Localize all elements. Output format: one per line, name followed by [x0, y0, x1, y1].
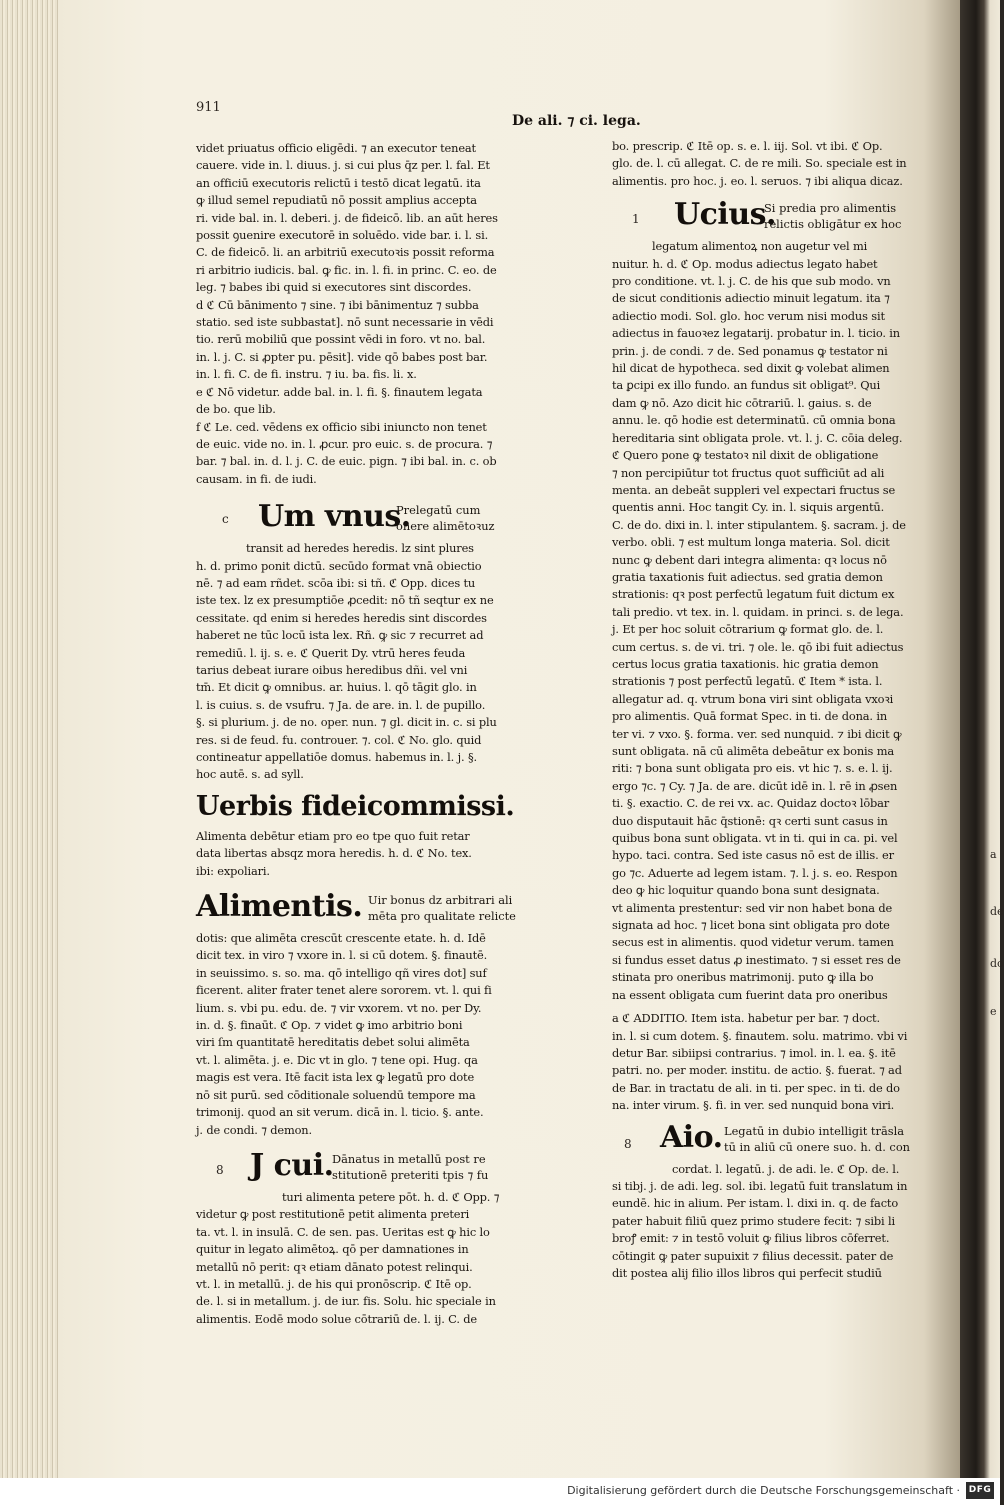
- text-line: gratia taxationis fuit adiectus. sed gratia demon: [612, 569, 883, 584]
- text-line: haberet ne tūc locū ista lex. Rñ. ꝙ sic ⁊ recurret ad: [196, 628, 484, 643]
- text-line: vt. l. alimēta. j. e. Dic vt in glo. ⁊ tene opi. Hug. qa: [196, 1052, 478, 1067]
- right-column: [612, 138, 934, 1282]
- text-line: strationis: qꝛ post perfectū legatum fuit dictum ex: [612, 587, 895, 602]
- text-block: [196, 140, 526, 488]
- text-line: annu. le. qō hodie est determinatū. cū omnia bona: [612, 413, 896, 428]
- text-line: Dānatus in metallū post re: [332, 1151, 486, 1166]
- text-line: bar. ⁊ bal. in. d. l. j. C. de euic. pign. ⁊ ibi bal. in. c. ob: [196, 454, 497, 469]
- text-line: patri. no. per moder. institu. de actio. §. fuerat. ⁊ ad: [612, 1063, 902, 1078]
- text-line: remediū. l. ij. s. e. ℭ Querit Dy. vtrū heres feuda: [196, 645, 466, 660]
- text-line: alimentis. pro hoc. j. eo. l. seruos. ⁊ ibi aliqua dicaz.: [612, 173, 903, 188]
- lemma-heading: [612, 1121, 934, 1161]
- text-line: Prelegatū cum: [396, 503, 481, 518]
- text-line: a ℭ ADDITIO. Item ista. habetur per bar. ⁊ doct.: [612, 1011, 880, 1026]
- text-line: nō sit purū. sed cōditionale soluendū tempore ma: [196, 1087, 476, 1102]
- text-line: onere alimētoꝛuz: [396, 519, 495, 534]
- text-line: causam. in fi. de iudi.: [196, 471, 317, 486]
- text-line: ti. §. exactio. C. de rei vx. ac. Quidaz doctoꝛ lōbar: [612, 796, 890, 811]
- text-line: f ℭ Le. ced. vēdens ex officio sibi iniuncto non tenet: [196, 419, 487, 434]
- text-line: magis est vera. Itē facit ista lex ꝙ legatū pro dote: [196, 1070, 475, 1085]
- section-marker: 8: [624, 1136, 632, 1151]
- lemma-heading: [196, 500, 526, 540]
- text-block: [612, 256, 934, 1004]
- section-marker: 8: [216, 1162, 224, 1177]
- text-line: ri arbitrio iudicis. bal. ꝙ fic. in. l. fi. in princ. C. eo. de: [196, 262, 497, 277]
- text-block: [612, 1161, 934, 1178]
- text-line: si tibj. j. de adi. leg. sol. ibi. legatū fuit translatum in: [612, 1178, 908, 1193]
- text-line: signata ad hoc. ⁊ licet bona sint obligata pro dote: [612, 918, 890, 933]
- lemma-gloss: [332, 1151, 488, 1183]
- text-line: cessitate. qd enim si heredes heredis sint discordes: [196, 610, 487, 625]
- text-line: dit postea alij filio illos libros qui perfecit studiū: [612, 1265, 882, 1280]
- text-line: strationis ⁊ post perfectū legatū. ℭ Item * ista. l.: [612, 674, 883, 689]
- text-line: C. de do. dixi in. l. inter stipulantem. §. sacram. j. de: [612, 517, 906, 532]
- gutter-mark: a: [990, 848, 997, 861]
- text-line: pater habuit filiū quez primo studere fecit: ⁊ sibi li: [612, 1213, 895, 1228]
- text-line: in. d. §. finaūt. ℭ Op. ⁊ videt ꝙ imo arbitrio boni: [196, 1018, 463, 1033]
- text-line: de sicut conditionis adiectio minuit legatum. ita ⁊: [612, 291, 890, 306]
- text-line: in. l. fi. C. de fi. instru. ⁊ iu. ba. fis. li. x.: [196, 367, 417, 382]
- text-line: stinata pro oneribus matrimonij. puto ꝙ illa bo: [612, 970, 874, 985]
- text-line: ficerent. aliter frater tenet alere sororem. vt. l. qui fi: [196, 983, 492, 998]
- text-line: prin. j. de condi. ⁊ de. Sed ponamus ꝙ testator ni: [612, 343, 888, 358]
- text-line: videt priuatus officio eligēdi. ⁊ an executor teneat: [196, 141, 476, 155]
- section-marker: c: [222, 512, 229, 527]
- lemma-heading: [612, 198, 934, 238]
- text-line: j. de condi. ⁊ demon.: [196, 1122, 312, 1137]
- text-line: de bo. que lib.: [196, 402, 276, 417]
- text-line: trimonij. quod an sit verum. dicā in. l. ticio. §. ante.: [196, 1105, 484, 1120]
- text-line: certus locus gratia taxationis. hic gratia demon: [612, 656, 879, 671]
- text-line: vt. l. in metallū. j. de his qui pronōscrip. ℭ Itē op.: [196, 1276, 472, 1291]
- lemma-word: Alimentis.: [196, 889, 363, 925]
- text-line: relictis obligātur ex hoc: [764, 217, 902, 232]
- text-line: nuitur. h. d. ℭ Op. modus adiectus legato habet: [612, 256, 878, 271]
- text-line: data libertas absqz mora heredis. h. d. ℭ No. tex.: [196, 846, 472, 861]
- lemma-word: Um vnus.: [258, 499, 411, 535]
- text-line: in. l. si cum dotem. §. finautem. solu. matrimo. vbi vi: [612, 1028, 908, 1043]
- text-line: dicit tex. in viro ⁊ vxore in. l. si cū dotem. §. finautē.: [196, 948, 488, 963]
- text-line: ergo ⁊c. ⁊ Cy. ⁊ Ja. de are. dicūt idē in. l. rē in ꝓsen: [612, 778, 898, 793]
- text-line: statio. sed iste subbastat]. nō sunt necessarie in vēdi: [196, 315, 494, 330]
- text-line: possit ꝯuenire executorē in soluēdo. vide bar. i. l. si.: [196, 228, 489, 243]
- text-line: cōtingit ꝙ pater supuixit ⁊ filius decessit. pater de: [612, 1248, 894, 1263]
- text-line: eundē. hic in alium. Per istam. l. dixi in. q. de facto: [612, 1196, 899, 1211]
- text-line: de. l. si in metallum. j. de iur. fis. Solu. hic speciale in: [196, 1294, 496, 1309]
- text-line: adiectio modi. Sol. glo. hoc verum nisi modus sit: [612, 308, 885, 323]
- book-gutter: [960, 0, 1000, 1478]
- text-line: hypo. taci. contra. Sed iste casus nō est de illis. er: [612, 848, 894, 863]
- text-line: sunt obligata. nā cū alimēta debeātur ex bonis ma: [612, 744, 894, 758]
- text-line: de Bar. in tractatu de ali. in ti. per spec. in ti. de do: [612, 1080, 900, 1095]
- text-line: deo ꝙ hic loquitur quando bona sunt designata.: [612, 883, 880, 898]
- text-line: cordat. l. legatū. j. de adi. le. ℭ Op. de. l.: [672, 1161, 900, 1176]
- text-block: [196, 828, 526, 880]
- text-line: alimentis. Eodē modo solue cōtrariū de. l. ij. C. de: [196, 1311, 478, 1326]
- text-line: detur Bar. sibiipsi contrarius. ⁊ imol. in. l. ea. §. itē: [612, 1045, 896, 1060]
- text-line: pro alimentis. Quā format Spec. in ti. de dona. in: [612, 709, 888, 724]
- text-line: stitutionē preteriti tpis ⁊ fu: [332, 1167, 489, 1182]
- text-line: adiectus in fauoꝛez legatarij. probatur in. l. ticio. in: [612, 326, 900, 341]
- running-head: De ali. ⁊ ci. lega.: [512, 113, 641, 129]
- text-line: contineatur appellatiōe domus. habemus in. l. j. §.: [196, 750, 477, 764]
- text-line: vt alimenta prestentur: sed vir non habet bona de: [612, 900, 893, 915]
- text-line: in seuissimo. s. so. ma. qō intelligo qñ vires dot] suf: [196, 965, 487, 980]
- lemma-gloss: [764, 200, 901, 232]
- text-line: na essent obligata cum fuerint data pro oneribus: [612, 987, 888, 1002]
- lemma-word: Aio.: [660, 1119, 723, 1155]
- text-line: verbo. obli. ⁊ est multum longa materia. Sol. dicit: [612, 535, 890, 550]
- text-line: viri ſm quantitatē hereditatis debet solui alimēta: [196, 1035, 470, 1050]
- text-line: nē. ⁊ ad eam rñdet. scōa ibi: si tñ. ℭ Opp. dices tu: [196, 575, 476, 590]
- text-line: legatum alimentoꝝ non augetur vel mi: [652, 239, 868, 254]
- text-line: l. is cuius. s. de vsufru. ⁊ Ja. de are. in. l. de pupillo.: [196, 697, 486, 712]
- text-line: ibi: expoliari.: [196, 863, 270, 878]
- text-line: broꝭ emit: ⁊ in testō voluit ꝙ filius libros cōferret.: [612, 1231, 890, 1246]
- text-line: na. inter virum. §. fi. in ver. sed nunquid bona viri.: [612, 1098, 895, 1113]
- text-line: h. d. primo ponit dictū. secūdo format vnā obiectio: [196, 558, 482, 573]
- text-block: [196, 558, 526, 784]
- text-line: cum certus. s. de vi. tri. ⁊ ole. le. qō ibi fuit adiectus: [612, 639, 904, 654]
- text-line: cauere. vide in. l. diuus. j. si cui plus q̄z per. l. fal. Et: [196, 158, 490, 173]
- gutter-mark: de: [990, 905, 1004, 918]
- text-line: e ℭ Nō videtur. adde bal. in. l. fi. §. finautem legata: [196, 384, 483, 399]
- text-line: quentis anni. Hoc tangit Cy. in. l. siquis argentū.: [612, 500, 885, 515]
- text-line: glo. de. l. cū allegat. C. de re mili. So. speciale est in: [612, 156, 907, 171]
- digitization-credit: Digitalisierung gefördert durch die Deutsche Forschungsgemeinschaft ·: [567, 1484, 960, 1497]
- text-line: an officiū executoris relictū i testō dicat legatū. ita: [196, 175, 481, 190]
- text-line: ꝙ illud semel repudiatū nō possit amplius accepta: [196, 193, 477, 208]
- section-marker: 1: [632, 212, 640, 227]
- text-line: riti: ⁊ bona sunt obligata pro eis. vt hic ⁊. s. e. l. ij.: [612, 761, 893, 776]
- text-line: C. de fideicō. li. an arbitriū executoꝛis possit reforma: [196, 245, 495, 260]
- text-line: mēta pro qualitate relicte: [368, 909, 516, 924]
- text-line: si fundus esset datus ꝓ inestimato. ⁊ si esset res de: [612, 952, 901, 967]
- lemma-word: Ucius.: [674, 197, 776, 233]
- text-line: videtur ꝙ post restitutionē petit alimenta preteri: [196, 1207, 470, 1222]
- text-line: metallū nō perit: qꝛ etiam dānato potest relinqui.: [196, 1259, 473, 1274]
- text-line: ta ꝑcipi ex illo fundo. an fundus sit obligat⁹. Qui: [612, 378, 881, 393]
- text-line: j. Et per hoc soluit cōtrarium ꝙ format glo. de. l.: [612, 622, 884, 637]
- lemma-gloss: [368, 892, 516, 924]
- text-line: ri. vide bal. in. l. deberi. j. de fideicō. lib. an aūt heres: [196, 210, 498, 225]
- gutter-mark: e: [990, 1005, 997, 1018]
- text-line: in. l. j. C. si ꝓpter pu. pēsit]. vide qō babes post bar.: [196, 349, 488, 364]
- text-block: [612, 238, 934, 255]
- addition-note: [612, 1010, 934, 1114]
- text-line: secus est in alimentis. quod videtur verum. tamen: [612, 935, 894, 950]
- text-line: bo. prescrip. ℭ Itē op. s. e. l. iij. Sol. vt ibi. ℭ Op.: [612, 139, 883, 153]
- text-block: [196, 540, 526, 557]
- text-line: iste tex. lz ex presumptiōe ꝓcedit: nō tñ seqtur ex ne: [196, 593, 494, 608]
- text-line: pro conditione. vt. l. j. C. de his que sub modo. vn: [612, 274, 891, 289]
- text-block: [612, 138, 934, 190]
- left-column: [196, 140, 526, 1328]
- text-line: hil dicat de hypotheca. sed dixit ꝙ volebat alimen: [612, 361, 890, 376]
- text-line: go ⁊c. Aduerte ad legem istam. ⁊. l. j. s. eo. Respon: [612, 865, 898, 880]
- text-line: §. si plurium. j. de no. oper. nun. ⁊ gl. dicit in. c. si plu: [196, 715, 497, 730]
- text-line: leg. ⁊ babes ibi quid si executores sint discordes.: [196, 280, 472, 295]
- text-line: de euic. vide no. in. l. ꝓcur. pro euic. s. de procura. ⁊: [196, 436, 493, 451]
- text-line: tali predio. vt tex. in. l. quidam. in princi. s. de lega.: [612, 604, 904, 619]
- lemma-gloss: [396, 502, 495, 534]
- text-line: menta. an debeāt suppleri vel expectari fructus se: [612, 482, 896, 497]
- text-line: quitur in legato alimētoꝝ. qō per damnationes in: [196, 1242, 469, 1257]
- text-line: d ℭ Cū bānimento ⁊ sine. ⁊ ibi bānimentuz ⁊ subba: [196, 297, 479, 312]
- text-line: tio. rerū mobiliū que possint vēdi in foro. vt no. bal.: [196, 332, 486, 347]
- text-line: ter vi. ⁊ vxo. §. forma. ver. sed nunquid. ⁊ ibi dicit ꝙ: [612, 726, 902, 741]
- text-line: ta. vt. l. in insulā. C. de sen. pas. Ueritas est ꝙ hic lo: [196, 1224, 490, 1239]
- text-line: dotis: que alimēta crescūt crescente etate. h. d. Idē: [196, 931, 486, 946]
- section-heading: Uerbis fideicommissi.: [196, 790, 515, 822]
- text-line: tm̄. Et dicit ꝙ omnibus. ar. huius. l. qō tāgit glo. in: [196, 680, 477, 695]
- text-line: Uir bonus dz arbitrari ali: [368, 893, 513, 908]
- text-line: tū in aliū cū onere suo. h. d. con: [724, 1139, 911, 1154]
- text-line: ⁊ non percipiūtur tot fructus quot sufficiūt ad ali: [612, 465, 885, 480]
- text-block: [612, 1178, 934, 1282]
- gutter-mark: do: [990, 957, 1004, 970]
- page-stack-edge: [0, 0, 59, 1478]
- text-line: hereditaria sint obligata prole. vt. l. j. C. cōia deleg.: [612, 430, 903, 445]
- text-line: res. si de feud. fu. controuer. ⁊. col. ℭ No. glo. quid: [196, 732, 482, 747]
- text-line: allegatur ad. q. vtrum bona viri sint obligata vxoꝛi: [612, 691, 894, 706]
- folio-number: 911: [196, 100, 221, 115]
- text-line: lium. s. vbi pu. edu. de. ⁊ vir vxorem. vt no. per Dy.: [196, 1000, 482, 1015]
- text-line: tarius debeat iurare oibus heredibus dñi. vel vni: [196, 662, 468, 677]
- lemma-gloss: [724, 1123, 910, 1155]
- text-block: [196, 1189, 526, 1206]
- text-line: nunc ꝙ debent dari integra alimenta: qꝛ locus nō: [612, 552, 887, 567]
- text-line: dam ꝙ nō. Azo dicit hic cōtrariū. l. gaius. s. de: [612, 395, 872, 410]
- lemma-heading: [196, 1149, 526, 1189]
- text-line: transit ad heredes heredis. lz sint plures: [246, 541, 474, 556]
- text-line: Legatū in dubio intelligit trāsla: [724, 1123, 905, 1138]
- text-line: duo disputauit hāc q̄stionē: qꝛ certi sunt casus in: [612, 813, 888, 828]
- lemma-heading: [196, 890, 526, 930]
- text-line: turi alimenta petere pōt. h. d. ℭ Opp. ⁊: [282, 1189, 500, 1204]
- dfg-logo-icon: DFG: [966, 1482, 994, 1499]
- text-line: Alimenta debētur etiam pro eo tpe quo fuit retar: [196, 828, 470, 843]
- text-block: [196, 1206, 526, 1328]
- text-line: ℭ Quero pone ꝙ testatoꝛ nil dixit de obligatione: [612, 448, 879, 463]
- text-line: hoc autē. s. ad syll.: [196, 767, 304, 782]
- lemma-word: J cui.: [250, 1147, 334, 1183]
- text-block: [196, 930, 526, 1139]
- text-line: Si predia pro alimentis: [764, 201, 897, 216]
- text-line: quibus bona sunt obligata. vt in ti. qui in ca. pi. vel: [612, 831, 898, 846]
